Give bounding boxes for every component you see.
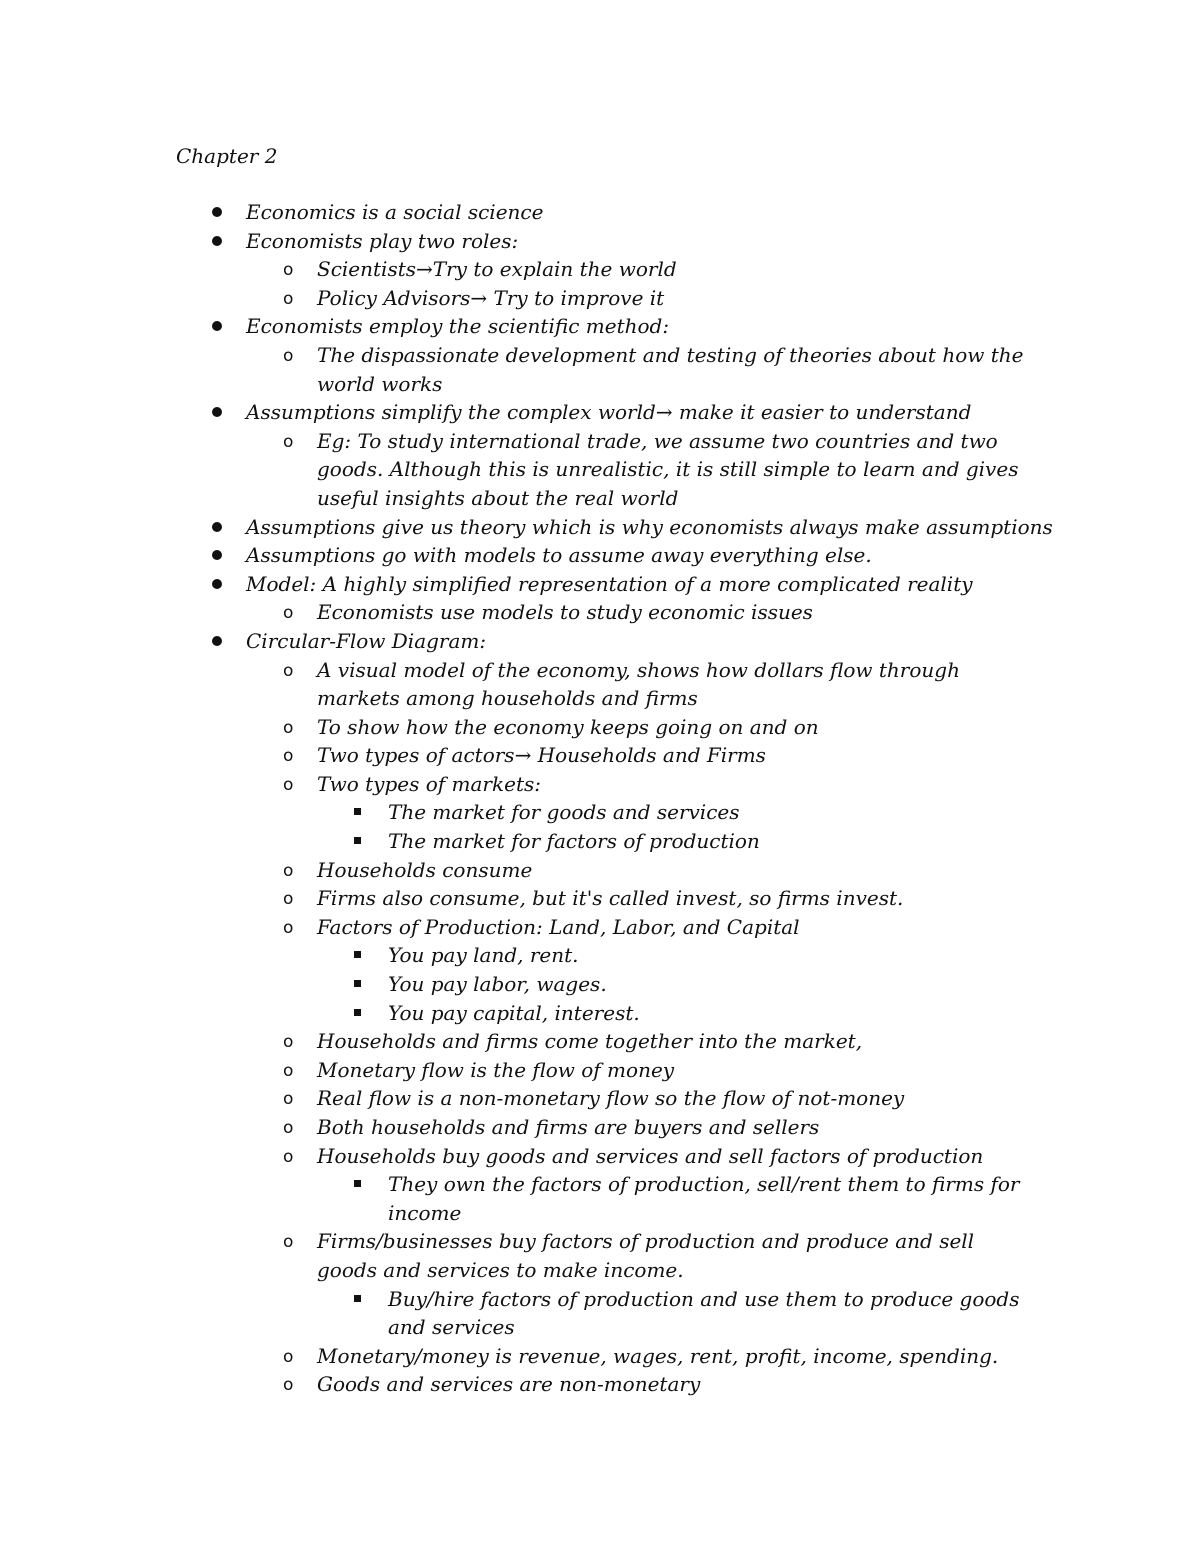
list-item-text: Two types of markets: (317, 771, 541, 796)
bullet-circle-icon: o (283, 345, 294, 366)
bullet-dot-icon (212, 207, 222, 217)
bullet-circle-icon: o (283, 1375, 294, 1396)
list-item-text: Policy Advisors→ Try to improve it (317, 285, 665, 310)
list-item (0, 856, 1027, 885)
list-item-text: You pay labor, wages. (388, 972, 607, 997)
bullet-dot-icon (212, 550, 222, 560)
bullet-circle-icon: o (283, 1232, 294, 1253)
list-item (0, 1113, 1027, 1142)
bullet-circle-icon: o (283, 1146, 294, 1167)
list-item (0, 627, 1200, 656)
bullet-dot-icon (212, 522, 222, 532)
bullet-dot-icon (212, 579, 222, 589)
list-item (0, 713, 1027, 742)
list-item-text: Monetary flow is the flow of money (317, 1057, 675, 1082)
bullet-dot-icon (212, 407, 222, 417)
bullet-circle-icon: o (283, 746, 294, 767)
list-item-text: Economists use models to study economic issues (317, 600, 813, 625)
bullet-circle-icon: o (283, 1089, 294, 1110)
list-item (0, 1285, 1028, 1342)
list-item (0, 741, 1027, 770)
list-item (0, 1084, 1027, 1113)
bullet-dot-icon (212, 236, 222, 246)
list-item-text: Eg: To study international trade, we assume two countries and two goods. Although this is unrealistic, it is still simple to learn and gives useful insights about the real world (317, 428, 1019, 510)
bullet-dot-icon (212, 636, 222, 646)
list-item (0, 255, 1027, 284)
list-item (0, 970, 1028, 999)
bullet-list (0, 198, 1200, 1399)
list-item (0, 541, 1200, 570)
list-item-text: Both households and firms are buyers and sellers (317, 1115, 820, 1139)
bullet-circle-icon: o (283, 917, 294, 938)
list-item-text: Firms/businesses buy factors of production and produce and sell goods and services to make income. (317, 1229, 975, 1282)
bullet-circle-icon: o (283, 1060, 294, 1081)
bullet-square-icon (354, 951, 361, 958)
bullet-circle-icon: o (283, 431, 294, 452)
page-title: Chapter 2 (176, 144, 278, 168)
list-item (0, 913, 1027, 942)
bullet-square-icon (354, 837, 361, 844)
list-item (0, 798, 1028, 827)
list-item-text: Real flow is a non-monetary flow so the flow of not-money (317, 1086, 905, 1111)
list-item-text: Scientists→Try to explain the world (317, 257, 677, 282)
list-item-text: Assumptions simplify the complex world→ make it easier to understand (246, 400, 972, 425)
list-item (0, 312, 1200, 341)
list-item (0, 598, 1027, 627)
list-item-text: Economists play two roles: (246, 228, 519, 253)
list-item (0, 827, 1028, 856)
bullet-circle-icon: o (283, 1032, 294, 1053)
list-item (0, 999, 1028, 1028)
list-item (0, 284, 1027, 313)
list-item-text: Economists employ the scientific method: (246, 314, 670, 339)
list-item (0, 570, 1200, 599)
list-item-text: To show how the economy keeps going on and on (317, 714, 819, 739)
bullet-circle-icon: o (283, 1346, 294, 1367)
list-item (0, 1370, 1027, 1399)
list-item-text: They own the factors of production, sell/rent them to firms for income (388, 1172, 1020, 1225)
bullet-square-icon (354, 808, 361, 815)
list-item (0, 227, 1200, 256)
list-item (0, 1227, 1027, 1284)
list-item-text: Households and firms come together into the market, (317, 1029, 863, 1054)
list-item (0, 341, 1027, 398)
bullet-circle-icon: o (283, 860, 294, 881)
list-item (0, 656, 1027, 713)
bullet-circle-icon: o (283, 717, 294, 738)
list-item (0, 1342, 1027, 1371)
list-item-text: A visual model of the economy, shows how dollars flow through markets among households and firms (317, 657, 960, 711)
list-item (0, 941, 1028, 970)
list-item-text: Circular-Flow Diagram: (246, 628, 487, 653)
bullet-square-icon (354, 980, 361, 987)
list-item (0, 1027, 1027, 1056)
bullet-circle-icon: o (283, 889, 294, 910)
list-item-text: Households consume (317, 857, 533, 882)
bullet-circle-icon: o (283, 1118, 294, 1138)
list-item-text: Assumptions give us theory which is why economists always make assumptions (246, 514, 1053, 539)
list-item-text: You pay land, rent. (388, 943, 579, 968)
list-item-text: Firms also consume, but it's called invest, so firms invest. (317, 886, 904, 911)
list-item (0, 1170, 1028, 1227)
list-item-text: Factors of Production: Land, Labor, and Capital (317, 914, 800, 939)
list-item (0, 1056, 1027, 1085)
list-item (0, 770, 1027, 799)
list-item-text: The market for goods and services (388, 800, 740, 825)
bullet-dot-icon (212, 321, 222, 331)
bullet-circle-icon: o (283, 260, 294, 281)
bullet-square-icon (354, 1180, 361, 1187)
list-item-text: Monetary/money is revenue, wages, rent, profit, income, spending. (317, 1343, 999, 1368)
list-item-text: Assumptions go with models to assume away everything else. (246, 543, 872, 568)
list-item-text: Households buy goods and services and sell factors of production (317, 1143, 984, 1168)
list-item (0, 884, 1027, 913)
bullet-square-icon (354, 1295, 361, 1302)
list-item-text: Model: A highly simplified representation of a more complicated reality (246, 571, 973, 596)
list-item (0, 198, 1200, 227)
list-item (0, 513, 1200, 542)
list-item-text: Buy/hire factors of production and use them to produce goods and services (388, 1286, 1020, 1340)
list-item (0, 1142, 1027, 1171)
bullet-circle-icon: o (283, 660, 294, 681)
list-item-text: The dispassionate development and testing of theories about how the world works (317, 342, 1024, 396)
list-item-text: Economics is a social science (246, 200, 544, 224)
list-item-text: Two types of actors→ Households and Firms (317, 743, 766, 768)
list-item-text: You pay capital, interest. (388, 1000, 640, 1025)
list-item (0, 427, 1027, 513)
list-item-text: Goods and services are non-monetary (317, 1372, 701, 1397)
list-item (0, 398, 1200, 427)
list-item-text: The market for factors of production (388, 829, 760, 854)
bullet-circle-icon: o (283, 288, 294, 309)
bullet-square-icon (354, 1009, 361, 1016)
bullet-circle-icon: o (283, 774, 294, 795)
bullet-circle-icon: o (283, 603, 294, 624)
